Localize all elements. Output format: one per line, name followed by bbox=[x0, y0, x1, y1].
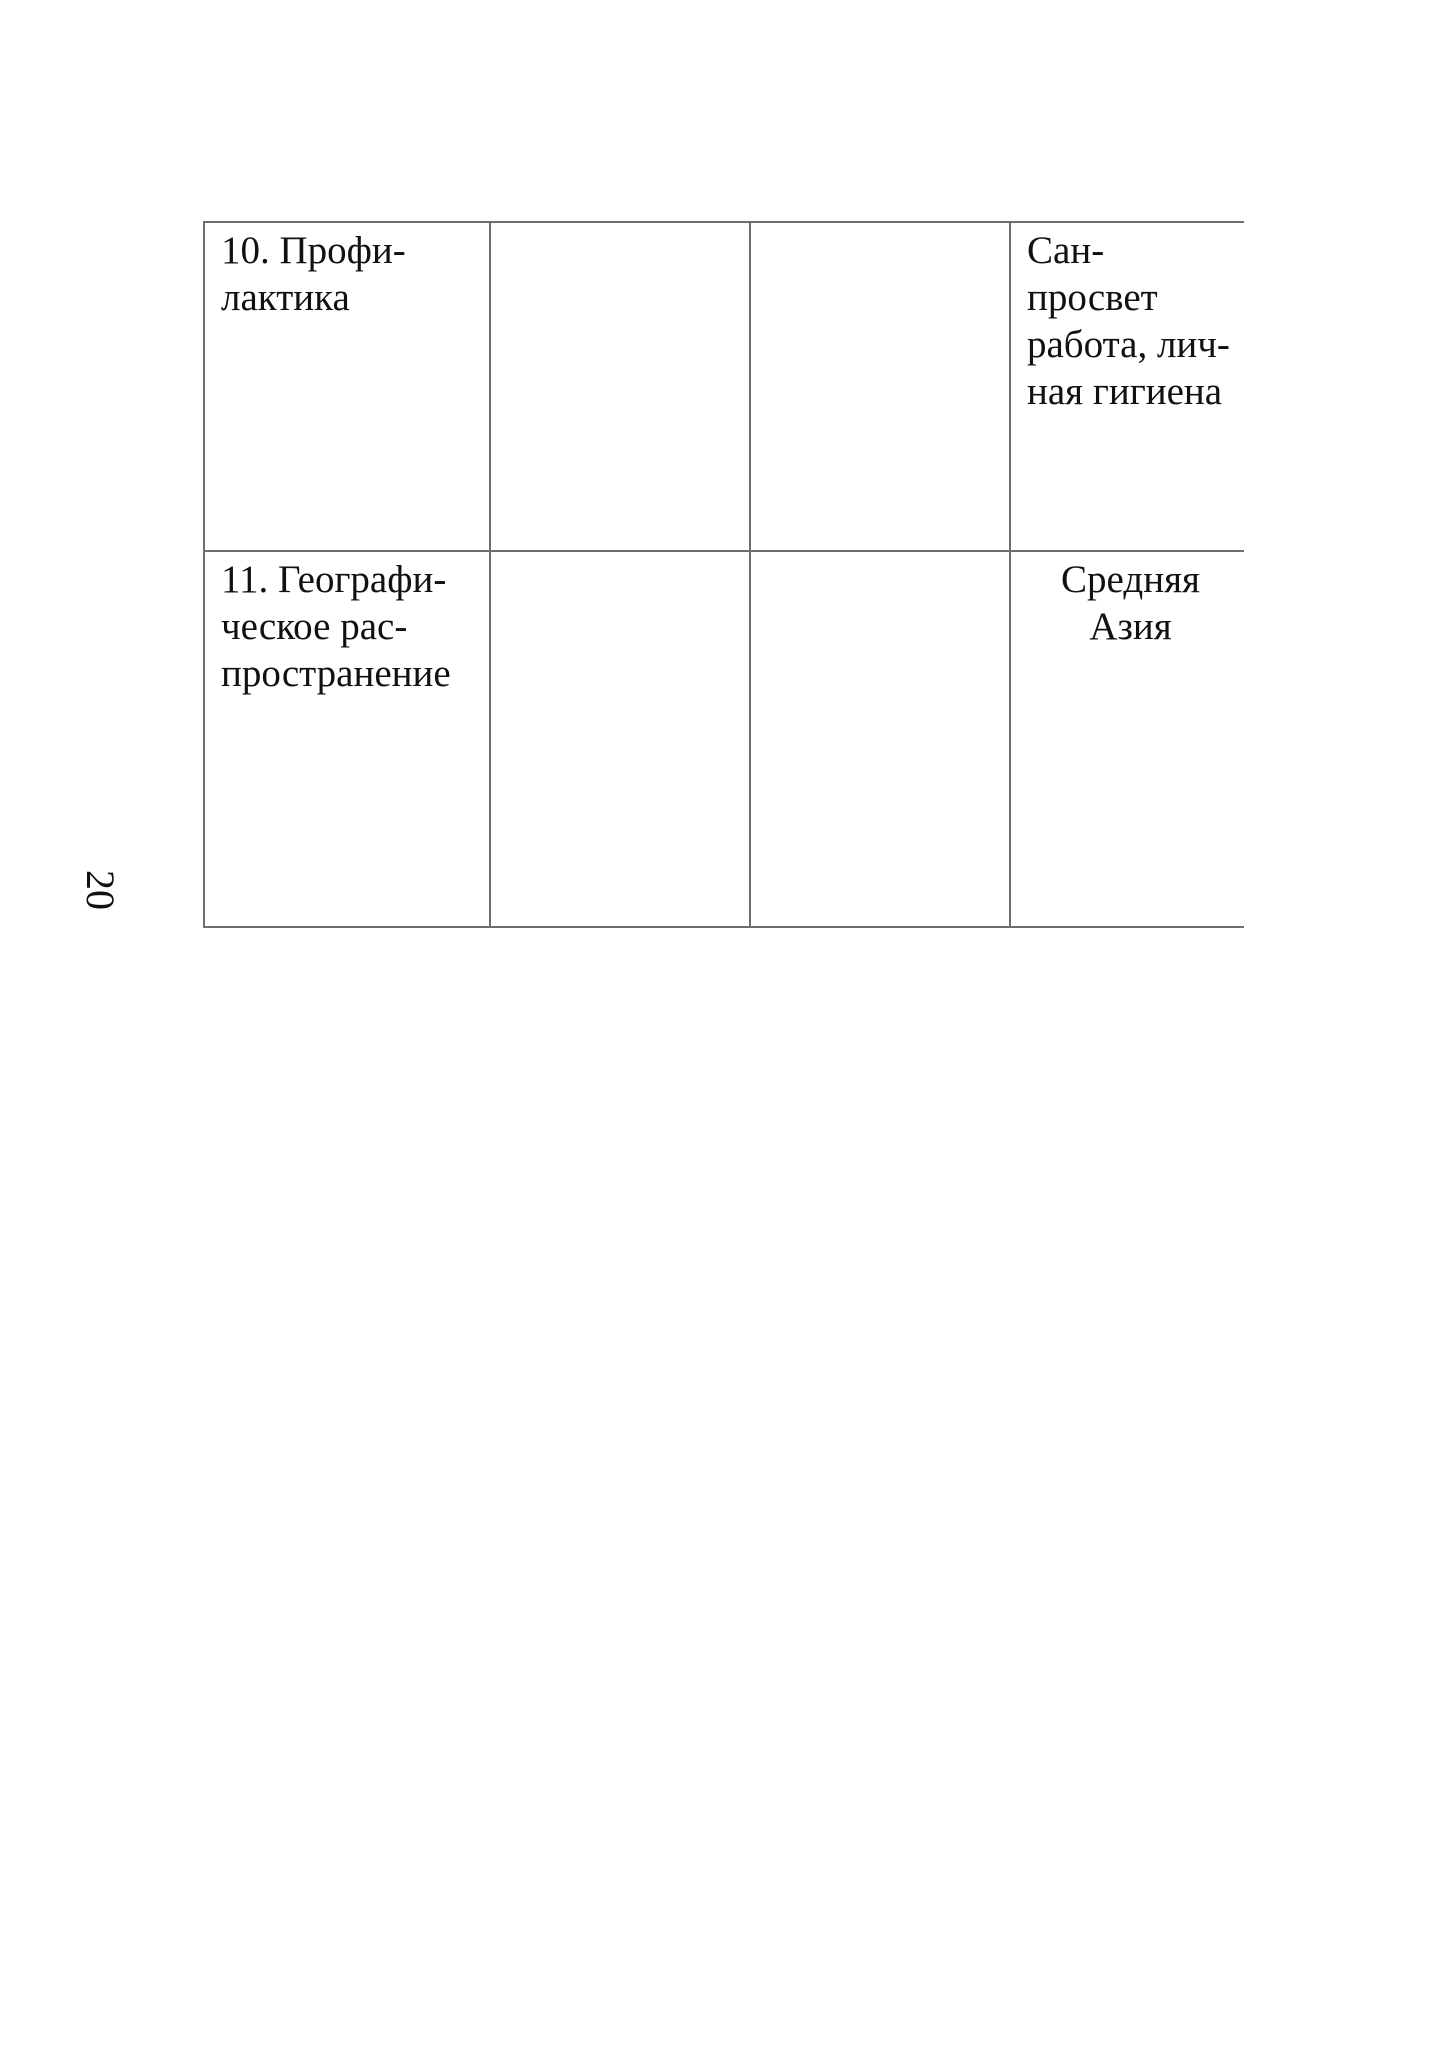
document-table bbox=[203, 221, 1244, 928]
page-number: 20 bbox=[78, 870, 123, 910]
cell-text: Сан-просвет работа, лич- ная гигиена bbox=[1027, 229, 1230, 413]
empty-cell bbox=[750, 551, 1010, 927]
row-label: 10. Профи- лактика bbox=[221, 229, 406, 319]
empty-cell bbox=[750, 222, 1010, 551]
table-row bbox=[204, 551, 1244, 927]
empty-cell bbox=[490, 551, 750, 927]
value-cell bbox=[1010, 551, 1244, 927]
table-row bbox=[204, 222, 1244, 551]
row-label-cell bbox=[204, 222, 490, 551]
cell-text: Средняя Азия bbox=[1061, 558, 1200, 648]
empty-cell bbox=[490, 222, 750, 551]
value-cell bbox=[1010, 222, 1244, 551]
row-label: 11. Географи- ческое рас- пространение bbox=[221, 558, 451, 695]
row-label-cell bbox=[204, 551, 490, 927]
